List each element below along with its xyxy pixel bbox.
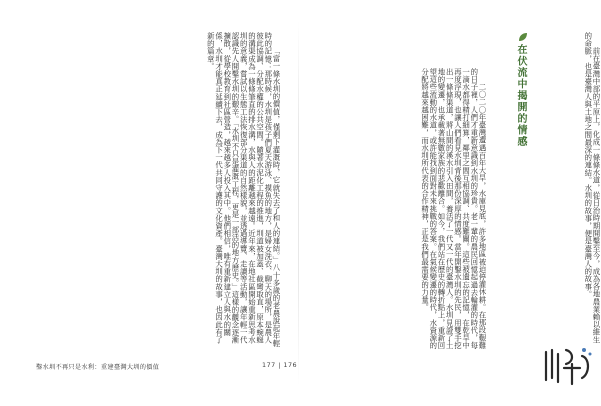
right-page-intro-text bbox=[556, 32, 600, 350]
right-page-body-paragraph: 二〇二〇年臺灣遭遇百年大旱，水庫見底，許多地區被迫停灌休耕。在那段艱難的日子裡，人們才重新意識到水圳的珍貴。老一輩的農民回憶起過去輪灌的時代，每一滴水都得精打細算，鄰里之間互相協調、共度難關。這些被遺忘的記憶，在乾旱中再度浮現，也讓人們看見水圳背後那份深厚的情感。當年開鑿水圳的先民，用雙手挖出一條條渠道，將山間的溪水引入田間，養活了一代又一代的臺灣人。水圳見證了土地的變遷，也承載著無數家族的悲歡離合。如今，我們站在歷史的轉折點上，重新回望這些流動的水道，或許能找到面對未來挑戰的答案。在氣候變遷的時代，水資源的分配將越來越困難，而水圳所代表的合作精神，正是我們最需要的力量。 bbox=[420, 68, 487, 350]
book-logo bbox=[540, 344, 596, 388]
left-page-paragraph: 「當一條水圳的價值，僅剩下灌溉時，它就失去了和人的連結。」八十多歲的老農說起年輕時的記憶：那時候，水圳是孩子們夏天游泳、摸魚的地方，是婦女洗衣、聊天的場所，是農人彼此協調、分配水權的公共空間。隨著水泥化工程的推進，圳道被加蓋、截彎取直，原本蜿蜒的溝渠成為一條條筆直的排水溝，水與人的距離越來越遠。近年來，在地社區開始重新思考水圳的意義，嘗試以生態工法恢復部分渠道的自然樣貌，並透過導覽、走讀等活動，讓年輕一代認識先人開鑿水圳的艱辛。「水圳不只是灌溉工程，更是一部活的地方歷史。」這樣的觀念逐漸擴散，從學校教育到社區營造，越來越多人投入其中。他們相信，唯有重新建立人與水的關係，水圳才能真正延續下去，成為下一代共同守護的文化資產。臺灣大圳的故事，也因此有了新的篇章。 bbox=[206, 32, 281, 348]
section-heading bbox=[490, 32, 548, 350]
page-gutter bbox=[298, 20, 299, 386]
left-page bbox=[0, 18, 298, 373]
section-title: 在伏流中揭開的情感 bbox=[515, 44, 526, 148]
leaf-icon bbox=[518, 32, 528, 42]
page-numbers: 177 | 176 bbox=[262, 361, 298, 369]
running-head: 鑿水圳不再只是水利：重建臺灣大圳的價值 bbox=[36, 364, 160, 371]
right-page-body-text bbox=[324, 68, 486, 350]
right-page-intro-paragraph: 前在臺灣中部的平原上，化成一條條水道，從日治時期開鑿至今，成為各地農業賴以維生的命脈，也是臺灣人與土地之間最深的連結。水圳的故事，便是臺灣人的故事。 bbox=[583, 32, 601, 344]
right-page bbox=[302, 18, 600, 373]
left-page-body-text bbox=[18, 32, 280, 350]
